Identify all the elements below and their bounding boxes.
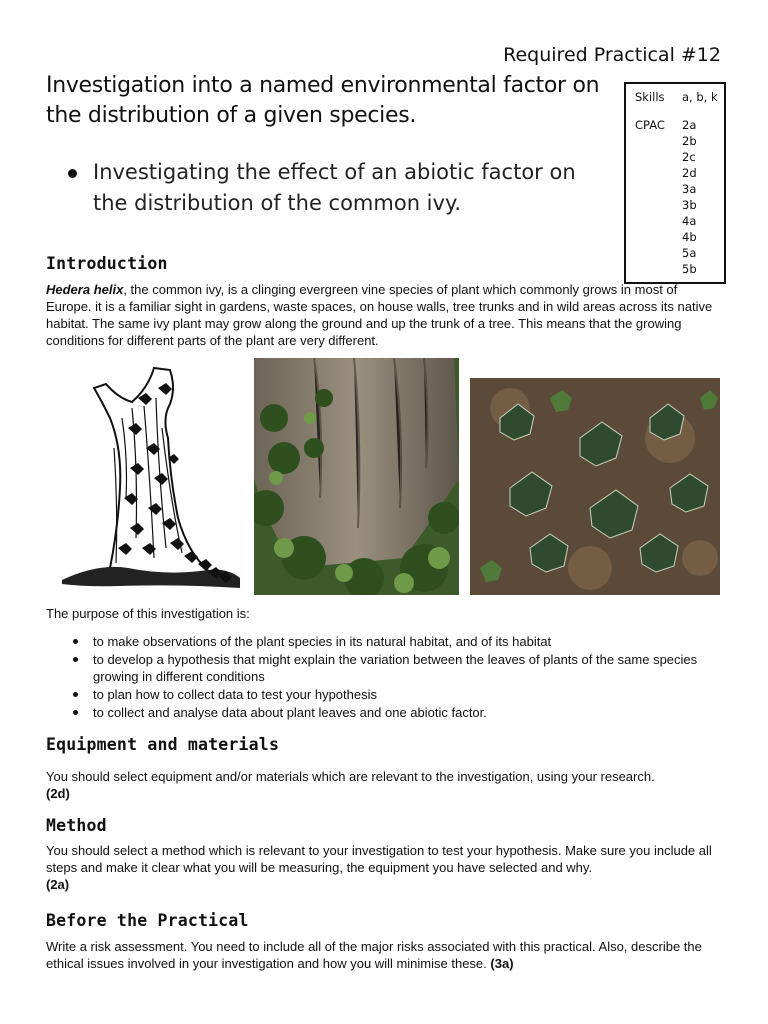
tree-ivy-drawing bbox=[58, 358, 242, 594]
introduction-text: , the common ivy, is a clinging evergreen vine species of plant which commonly grows in most of Europe. it is a familiar sight in gardens, waste spaces, on house walls, tree trunks and in wild areas across its native habitat. The same ivy plant may grow along the ground and up the trunk of a tree. This means that the growing conditions for different parts of the plant are very different. bbox=[46, 282, 713, 348]
cpac-code: 3b bbox=[682, 198, 697, 212]
species-name: Hedera helix bbox=[46, 282, 124, 297]
introduction-paragraph bbox=[46, 281, 718, 349]
practical-number: Required Practical #12 bbox=[503, 44, 721, 66]
aim-text: Investigating the effect of an abiotic factor on the distribution of the common ivy. bbox=[93, 160, 576, 215]
ivy-on-trunk-photo bbox=[254, 358, 459, 595]
cpac-code: 2a bbox=[682, 118, 697, 132]
cpac-code: 3a bbox=[682, 182, 697, 196]
skills-label: Skills bbox=[635, 90, 665, 104]
cpac-reference: (2d) bbox=[46, 786, 70, 801]
before-practical-paragraph bbox=[46, 938, 726, 972]
method-heading: Method bbox=[46, 816, 107, 835]
purpose-lead: The purpose of this investigation is: bbox=[46, 606, 250, 621]
cpac-reference: (2a) bbox=[46, 877, 70, 892]
skills-box bbox=[624, 82, 726, 284]
cpac-code: 2c bbox=[682, 150, 696, 164]
equipment-heading: Equipment and materials bbox=[46, 735, 280, 754]
ivy-leaves-photo bbox=[470, 378, 720, 595]
cpac-label: CPAC bbox=[635, 118, 665, 132]
method-text: You should select a method which is relevant to your investigation to test your hypothesis. Make sure you include all steps and make it clear what you will be measuring, the equipment you have selected and why. bbox=[46, 843, 712, 875]
bullet-dot bbox=[68, 169, 77, 178]
equipment-paragraph bbox=[46, 768, 726, 802]
cpac-code: 2b bbox=[682, 134, 697, 148]
list-item: to make observations of the plant species in its natural habitat, and of its habitat bbox=[70, 633, 730, 650]
cpac-code: 5b bbox=[682, 262, 697, 276]
list-item: to develop a hypothesis that might explain the variation between the leaves of plants of the same species growing in different conditions bbox=[70, 651, 730, 685]
cpac-code: 4b bbox=[682, 230, 697, 244]
introduction-heading: Introduction bbox=[46, 254, 168, 273]
before-practical-text: Write a risk assessment. You need to include all of the major risks associated with this practical. Also, describe the ethical issues involved in your investigation and how you will minimise these. bbox=[46, 939, 702, 971]
cpac-code: 5a bbox=[682, 246, 697, 260]
method-paragraph bbox=[46, 842, 726, 893]
before-practical-heading: Before the Practical bbox=[46, 911, 249, 930]
list-item: to plan how to collect data to test your hypothesis bbox=[70, 686, 730, 703]
skills-value: a, b, k bbox=[682, 90, 718, 104]
cpac-code: 2d bbox=[682, 166, 697, 180]
page-title: Investigation into a named environmental factor on the distribution of a given species. bbox=[46, 73, 600, 128]
cpac-reference: (3a) bbox=[490, 956, 514, 971]
purpose-list bbox=[70, 633, 730, 722]
equipment-text: You should select equipment and/or materials which are relevant to the investigation, using your research. bbox=[46, 769, 655, 784]
list-item: to collect and analyse data about plant leaves and one abiotic factor. bbox=[70, 704, 730, 721]
cpac-code: 4a bbox=[682, 214, 697, 228]
